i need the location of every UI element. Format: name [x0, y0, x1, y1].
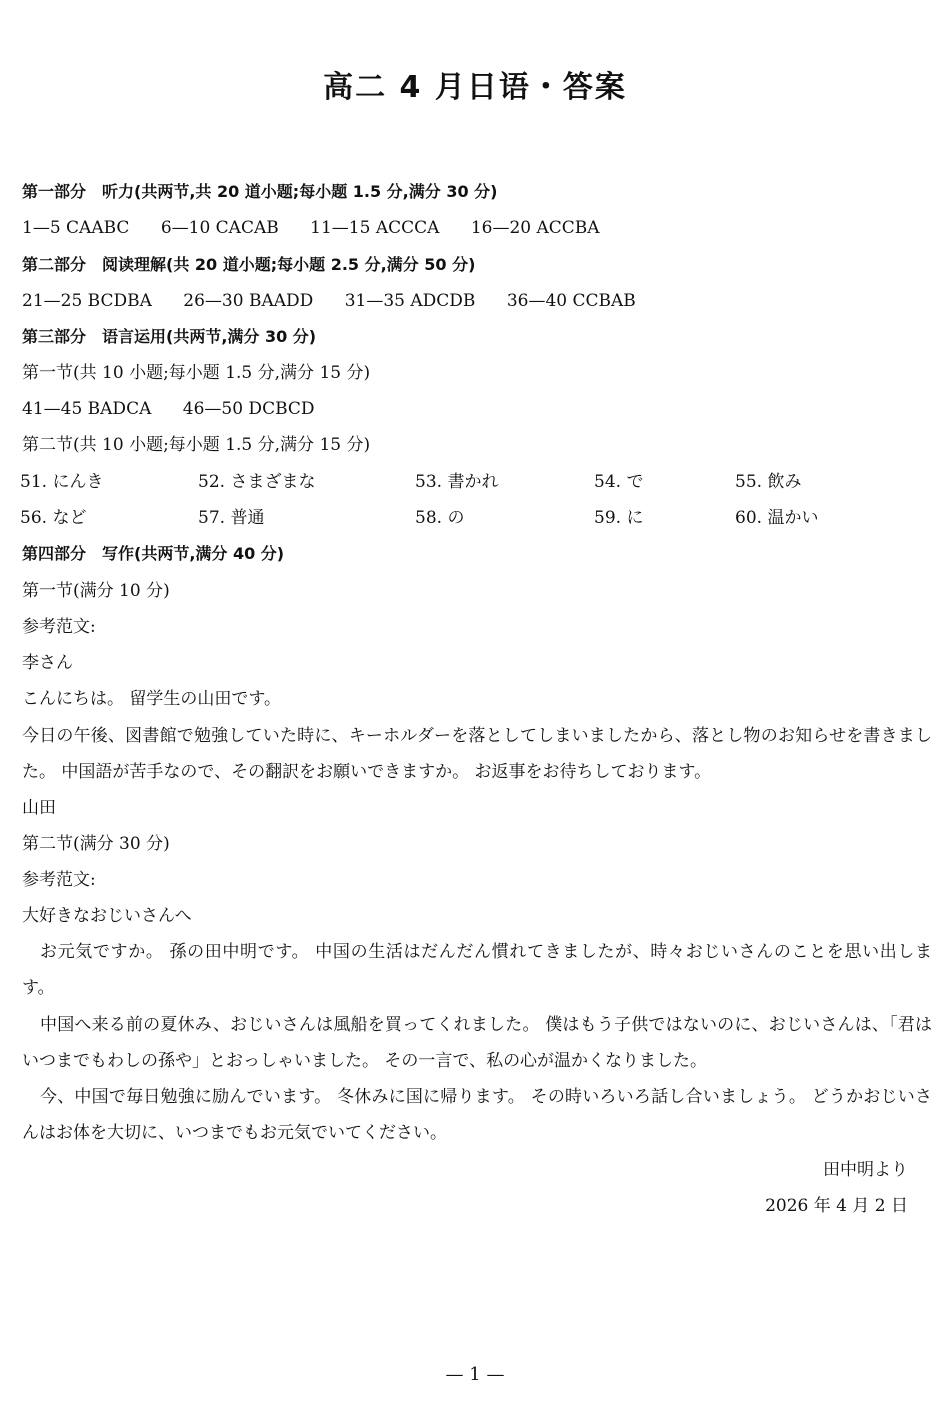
- answer-group: 46—50 DCBCD: [182, 399, 315, 419]
- letter2-signature: 田中明より: [823, 1160, 908, 1180]
- answer-group: 21—25 BCDBA: [22, 291, 152, 311]
- fill-answer: 54. で: [594, 472, 644, 492]
- fill-answer: 58. の: [415, 508, 465, 528]
- part4-section2-heading: 第二节(满分 30 分): [22, 834, 170, 854]
- answer-group: 36—40 CCBAB: [506, 291, 636, 311]
- part3-heading: 第三部分 语言运用(共两节,满分 30 分): [22, 327, 317, 346]
- reference-label: 参考范文:: [22, 617, 96, 637]
- page-number: — 1 —: [445, 1364, 505, 1385]
- part3-section2-heading: 第二节(共 10 小题;每小题 1.5 分,满分 15 分): [22, 435, 371, 455]
- letter1-recipient: 李さん: [22, 653, 73, 673]
- answer-group: 1—5 CAABC: [22, 218, 130, 238]
- answer-group: 31—35 ADCDB: [344, 291, 476, 311]
- letter1-greeting: こんにちは。 留学生の山田です。: [22, 689, 282, 709]
- page-title: 高二 4 月日语・答案: [323, 70, 627, 105]
- fill-answer: 55. 飲み: [735, 472, 802, 492]
- letter1-body: 今日の午後、図書館で勉強していた時に、キーホルダーを落としてしまいましたから、落とし物のお知らせを書きました。 中国語が苦手なので、その翻訳をお願いできますか。 お返事をお待ちしております。: [22, 726, 932, 782]
- fill-answer: 51. にんき: [20, 472, 104, 492]
- fill-answer: 56. など: [20, 508, 87, 528]
- letter2-paragraph: 中国へ来る前の夏休み、おじいさんは風船を買ってくれました。 僕はもう子供ではないのに、おじいさんは、「君はいつまでもわしの孫や」とおっしゃいました。 その一言で、私の心が温かくなりました。: [22, 1015, 932, 1071]
- reference-label: 参考范文:: [22, 870, 96, 890]
- letter2-date: 2026 年 4 月 2 日: [765, 1196, 908, 1216]
- answer-group: 16—20 ACCBA: [470, 218, 600, 238]
- part4-heading: 第四部分 写作(共两节,满分 40 分): [22, 544, 285, 563]
- part3-section1-answers: [22, 398, 315, 420]
- answer-group: 11—15 ACCCA: [310, 218, 440, 238]
- letter2-paragraph: お元気ですか。 孫の田中明です。 中国の生活はだんだん慣れてきましたが、時々おじいさんのことを思い出します。: [22, 942, 932, 998]
- answer-group: 26—30 BAADD: [183, 291, 314, 311]
- part2-answers: [22, 290, 636, 312]
- letter2-paragraph: 今、中国で毎日勉強に励んでいます。 冬休みに国に帰ります。 その時いろいろ話し合いましょう。 どうかおじいさんはお体を大切に、いつまでもお元気でいてください。: [22, 1087, 932, 1143]
- fill-answer: 57. 普通: [198, 508, 265, 528]
- letter2-recipient: 大好きなおじいさんへ: [22, 906, 192, 926]
- letter1-sender: 山田: [22, 798, 56, 818]
- part2-heading: 第二部分 阅读理解(共 20 道小题;每小题 2.5 分,满分 50 分): [22, 255, 476, 274]
- fill-answer: 53. 書かれ: [415, 472, 499, 492]
- fill-answer: 60. 温かい: [735, 508, 819, 528]
- fill-answer: 52. さまざまな: [198, 472, 316, 492]
- part1-answers: [22, 217, 600, 239]
- answer-group: 41—45 BADCA: [22, 399, 152, 419]
- part4-section1-heading: 第一节(满分 10 分): [22, 581, 170, 601]
- fill-answer: 59. に: [594, 508, 644, 528]
- part1-heading: 第一部分 听力(共两节,共 20 道小题;每小题 1.5 分,满分 30 分): [22, 182, 498, 201]
- answer-group: 6—10 CACAB: [160, 218, 279, 238]
- part3-section1-heading: 第一节(共 10 小题;每小题 1.5 分,满分 15 分): [22, 363, 371, 383]
